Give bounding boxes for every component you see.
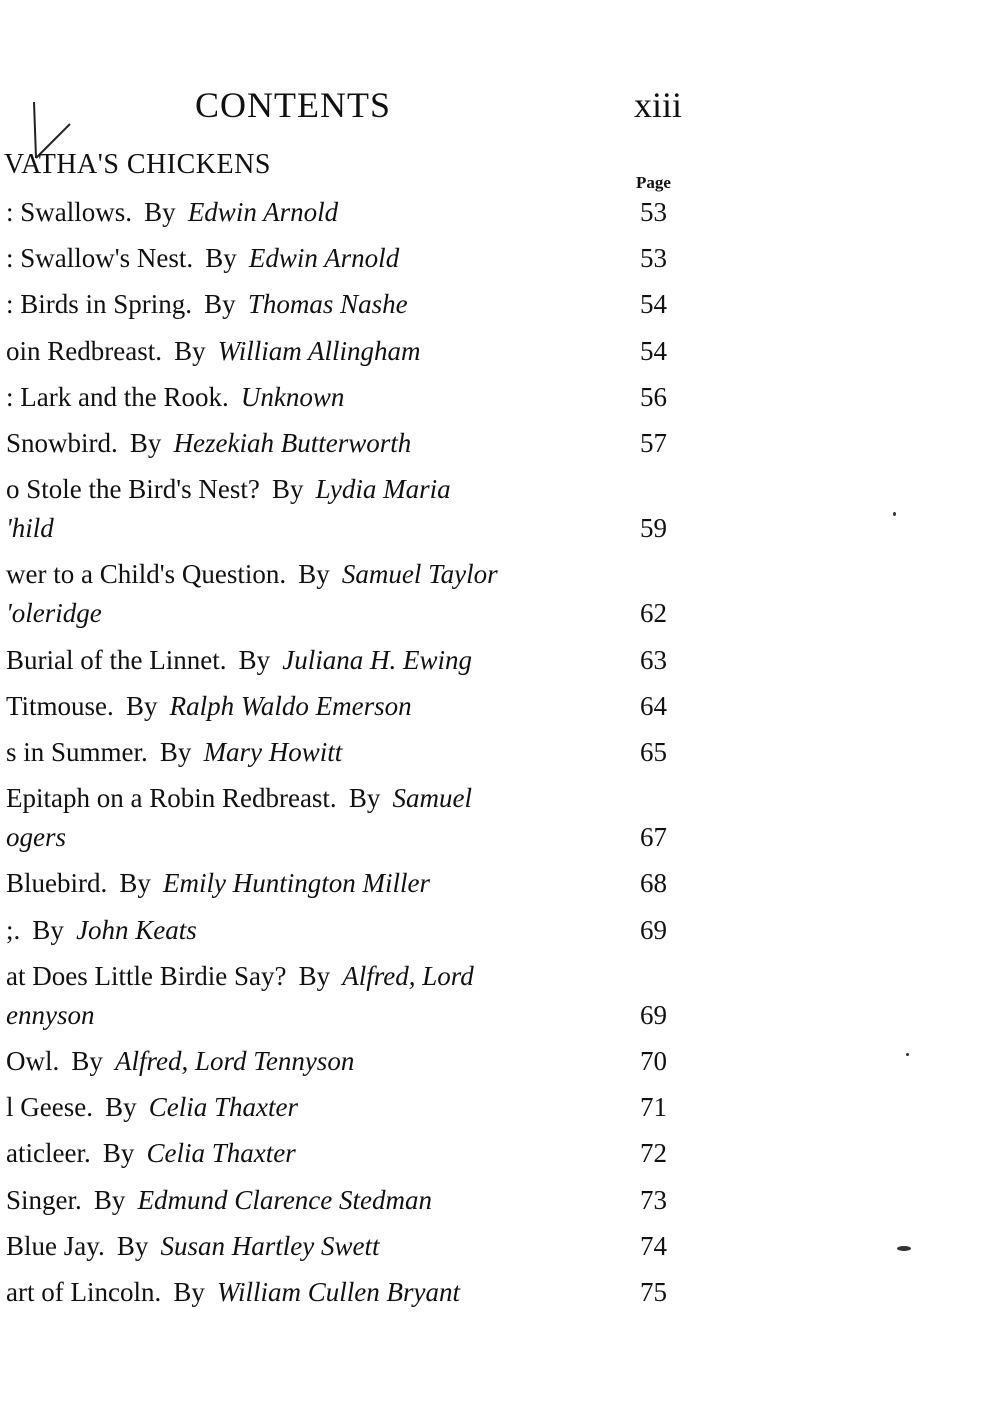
entry-author: Unknown bbox=[240, 381, 345, 412]
entry-page-number: 73 bbox=[640, 1184, 667, 1215]
entry-author-continued: ennyson bbox=[6, 999, 95, 1030]
toc-entry-title-line bbox=[6, 1185, 616, 1216]
entry-title: : Lark and the Rook. bbox=[6, 381, 229, 412]
entry-author: Samuel Taylor bbox=[341, 559, 498, 590]
toc-entry-title-line bbox=[6, 868, 616, 899]
entry-page-number: 56 bbox=[640, 381, 667, 412]
entry-title: wer to a Child's Question. bbox=[6, 559, 287, 590]
entry-page-number: 64 bbox=[640, 690, 667, 721]
entry-author: Emily Huntington Miller bbox=[163, 868, 431, 899]
entry-page-number: 75 bbox=[640, 1277, 667, 1307]
entry-author: Lydia Maria bbox=[315, 474, 451, 505]
entry-author: William Allingham bbox=[217, 335, 421, 366]
entry-by: By bbox=[125, 690, 158, 721]
entry-author-continued: 'oleridge bbox=[6, 598, 102, 629]
entry-by: By bbox=[159, 737, 192, 767]
entry-title: : Swallows. bbox=[6, 197, 133, 227]
entry-title: Owl. bbox=[6, 1046, 60, 1076]
entry-title: : Swallow's Nest. bbox=[6, 243, 194, 274]
entry-by: By bbox=[348, 783, 381, 814]
entry-author: Susan Hartley Swett bbox=[160, 1230, 380, 1261]
toc-entry-title-line bbox=[6, 1138, 616, 1169]
entry-title: : Birds in Spring. bbox=[6, 289, 193, 320]
entry-author-continued: 'hild bbox=[6, 513, 54, 544]
entry-title: Titmouse. bbox=[6, 690, 114, 721]
entry-title: Singer. bbox=[6, 1184, 82, 1215]
entry-author: Samuel bbox=[392, 783, 472, 814]
entry-by: By bbox=[71, 1046, 103, 1076]
entry-by: By bbox=[119, 868, 151, 899]
entry-author: Celia Thaxter bbox=[146, 1138, 296, 1169]
page-column-label: Page bbox=[636, 173, 671, 192]
entry-page-number: 54 bbox=[640, 289, 667, 320]
entry-page-number: 69 bbox=[640, 914, 667, 945]
entry-page-number: 68 bbox=[640, 868, 667, 899]
entry-author: William Cullen Bryant bbox=[217, 1277, 460, 1307]
entry-by: By bbox=[105, 1092, 137, 1123]
toc-entry-title-line bbox=[6, 1231, 616, 1262]
entry-page-number: 65 bbox=[640, 737, 667, 767]
page-title: CONTENTS bbox=[195, 85, 391, 125]
toc-entry-title-line bbox=[6, 961, 616, 992]
entry-by: By bbox=[173, 1277, 205, 1307]
entry-title: Burial of the Linnet. bbox=[6, 644, 227, 675]
entry-page-number: 63 bbox=[640, 644, 667, 675]
page-number: xiii bbox=[634, 85, 683, 125]
toc-entry-title-line bbox=[6, 737, 616, 768]
section-title: VATHA'S CHICKENS bbox=[4, 149, 271, 180]
entry-page-number: 67 bbox=[640, 822, 667, 853]
entry-by: By bbox=[129, 428, 162, 458]
entry-author: Hezekiah Butterworth bbox=[173, 428, 412, 458]
entry-by: By bbox=[298, 559, 330, 590]
entry-page-number: 57 bbox=[640, 428, 667, 458]
toc-entry-title-line bbox=[6, 645, 616, 676]
entry-author: John Keats bbox=[76, 914, 197, 945]
entry-page-number: 62 bbox=[640, 598, 667, 629]
entry-title: oin Redbreast. bbox=[6, 335, 162, 366]
entry-page-number: 69 bbox=[640, 999, 667, 1030]
entry-author: Edwin Arnold bbox=[187, 197, 339, 227]
entry-by: By bbox=[298, 960, 331, 991]
entry-title: art of Lincoln. bbox=[6, 1277, 162, 1307]
toc-entry-title-line bbox=[6, 1046, 616, 1077]
entry-author-continued: ogers bbox=[6, 822, 66, 853]
toc-entry-title-line bbox=[6, 559, 616, 590]
entry-title: Snowbird. bbox=[6, 428, 118, 458]
toc-entry-title-line bbox=[6, 382, 616, 413]
entry-by: By bbox=[116, 1230, 149, 1261]
entry-author: Edwin Arnold bbox=[248, 243, 400, 274]
entry-author: Celia Thaxter bbox=[148, 1092, 299, 1123]
toc-entry-title-line bbox=[6, 1092, 616, 1123]
entry-title: Blue Jay. bbox=[6, 1230, 105, 1261]
entry-by: By bbox=[238, 644, 271, 675]
entry-author: Thomas Nashe bbox=[247, 289, 408, 320]
speck-mark bbox=[897, 1246, 911, 1251]
entry-page-number: 59 bbox=[640, 513, 667, 544]
entry-by: By bbox=[204, 289, 236, 320]
toc-entry-title-line bbox=[6, 336, 616, 367]
entry-page-number: 71 bbox=[640, 1092, 667, 1123]
toc-entry-title-line bbox=[6, 783, 616, 814]
entry-page-number: 53 bbox=[640, 243, 667, 274]
entry-by: By bbox=[32, 914, 64, 945]
entry-page-number: 54 bbox=[640, 335, 667, 366]
entry-title: s in Summer. bbox=[6, 737, 148, 767]
entry-page-number: 74 bbox=[640, 1230, 667, 1261]
toc-entry-title-line bbox=[6, 1277, 616, 1308]
entry-title: at Does Little Birdie Say? bbox=[6, 960, 287, 991]
entry-page-number: 70 bbox=[640, 1046, 667, 1076]
toc-entry-title-line bbox=[6, 474, 616, 505]
entry-by: By bbox=[271, 474, 304, 505]
entry-title: Bluebird. bbox=[6, 868, 108, 899]
entry-by: By bbox=[93, 1184, 126, 1215]
entry-title: Epitaph on a Robin Redbreast. bbox=[6, 783, 337, 814]
speck-mark bbox=[906, 1053, 909, 1056]
entry-page-number: 72 bbox=[640, 1138, 667, 1169]
toc-entry-title-line bbox=[6, 289, 616, 320]
toc-entry-title-line bbox=[6, 428, 616, 459]
entry-by: By bbox=[102, 1138, 135, 1169]
entry-title: o Stole the Bird's Nest? bbox=[6, 474, 260, 505]
toc-entry-title-line bbox=[6, 197, 616, 228]
entry-title: aticleer. bbox=[6, 1138, 91, 1169]
entry-author: Ralph Waldo Emerson bbox=[169, 690, 412, 721]
entry-author: Alfred, Lord Tennyson bbox=[115, 1046, 355, 1076]
toc-entry-title-line bbox=[6, 691, 616, 722]
entry-title: l Geese. bbox=[6, 1092, 93, 1123]
entry-by: By bbox=[144, 197, 176, 227]
speck-mark bbox=[893, 512, 896, 516]
entry-author: Edmund Clarence Stedman bbox=[137, 1184, 433, 1215]
entry-author: Alfred, Lord bbox=[342, 960, 474, 991]
entry-page-number: 53 bbox=[640, 197, 667, 227]
entry-by: By bbox=[205, 243, 237, 274]
toc-entry-title-line bbox=[6, 915, 616, 946]
entry-author: Mary Howitt bbox=[203, 737, 343, 767]
entry-author: Juliana H. Ewing bbox=[282, 644, 472, 675]
entry-by: By bbox=[174, 335, 206, 366]
entry-title: ;. bbox=[6, 914, 21, 945]
toc-entry-title-line bbox=[6, 243, 616, 274]
